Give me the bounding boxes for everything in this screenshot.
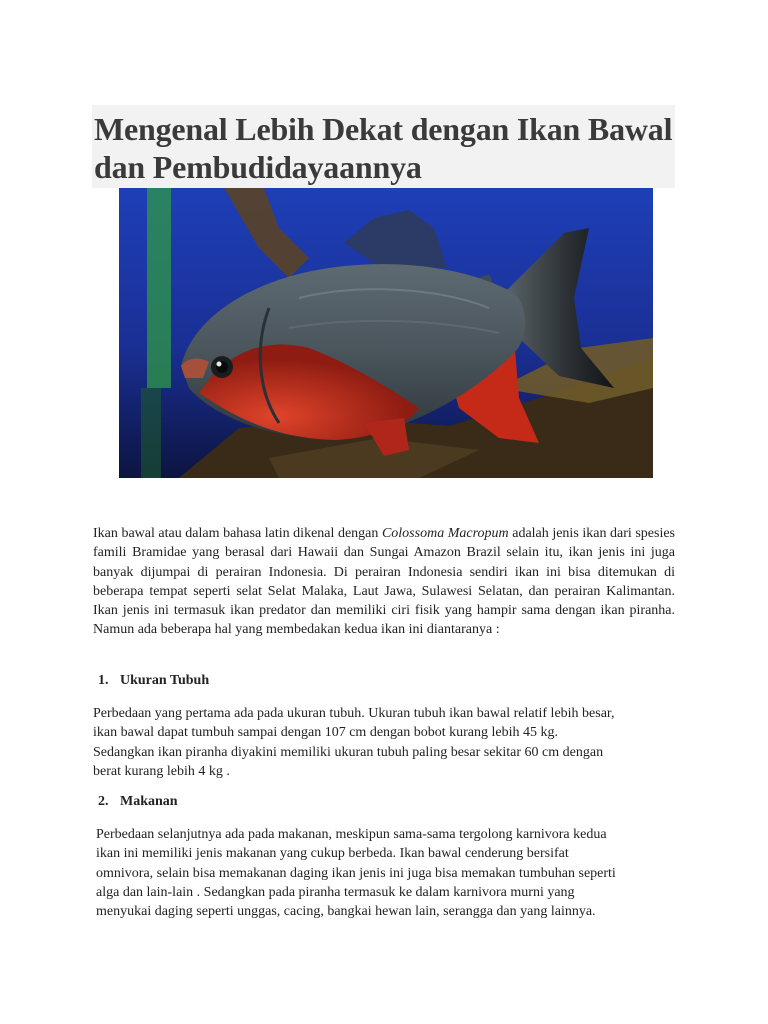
document-title: Mengenal Lebih Dekat dengan Ikan Bawal dan Pembudidayaannya xyxy=(94,111,673,185)
section-number: 2. xyxy=(98,794,109,809)
text-line: berat kurang lebih 4 kg . xyxy=(93,763,230,779)
text-line: Sedangkan ikan piranha diyakini memiliki ukuran tubuh paling besar sekitar 60 cm dengan xyxy=(93,744,604,760)
text-line: Perbedaan yang pertama ada pada ukuran tubuh. Ukuran tubuh ikan bawal relatif lebih besar, xyxy=(93,706,615,721)
text-line: ikan ini memiliki jenis makanan yang cukup berbeda. Ikan bawal cenderung bersifat xyxy=(96,846,569,862)
section-title: Ukuran Tubuh xyxy=(120,673,210,688)
intro-paragraph xyxy=(93,524,675,640)
text-line: menyukai daging seperti unggas, cacing, bangkai hewan lain, serangga dan yang lainnya. xyxy=(96,904,596,920)
text-line: Perbedaan selanjutnya ada pada makanan, meskipun sama-sama tergolong karnivora kedua xyxy=(96,827,607,842)
section-title: Makanan xyxy=(120,794,178,809)
text-line: omnivora, selain bisa memakanan daging ikan jenis ini juga bisa memakan tumbuhan seperti xyxy=(96,865,616,881)
text-line: ikan bawal dapat tumbuh sampai dengan 107 cm dengan bobot kurang lebih 45 kg. xyxy=(93,725,559,741)
section-heading-makanan xyxy=(98,794,178,810)
intro-text-end: adalah jenis ikan dari spesies famili Bramidae yang berasal dari Hawaii dan Sungai Amazon Brazil selain itu, ikan jenis ini juga banyak dijumpai di perairan Indonesia. Di perairan Indonesia sendiri ikan ini bisa ditemukan di beberapa tempat seperti selat Selat Malaka, Laut Jawa, Sulawesi Selatan, dan perairan Kalimantan. Ikan jenis ini termasuk ikan predator dan memiliki ciri fisik yang hampir sama dengan ikan piranha. Namun ada beberapa hal yang membedakan kedua ikan ini diantaranya : xyxy=(93,526,675,638)
section-paragraph-ukuran-tubuh xyxy=(93,704,675,781)
section-number: 1. xyxy=(98,673,109,688)
scientific-name: Colossoma Macropum xyxy=(381,526,509,541)
text-line: alga dan lain-lain . Sedangkan pada piranha termasuk ke dalam karnivora murni yang xyxy=(96,884,575,900)
section-paragraph-makanan xyxy=(96,825,678,921)
fish-photo xyxy=(119,188,653,478)
section-heading-ukuran-tubuh xyxy=(98,673,209,689)
intro-text-start: Ikan bawal atau dalam bahasa latin dikenal dengan xyxy=(93,526,382,541)
